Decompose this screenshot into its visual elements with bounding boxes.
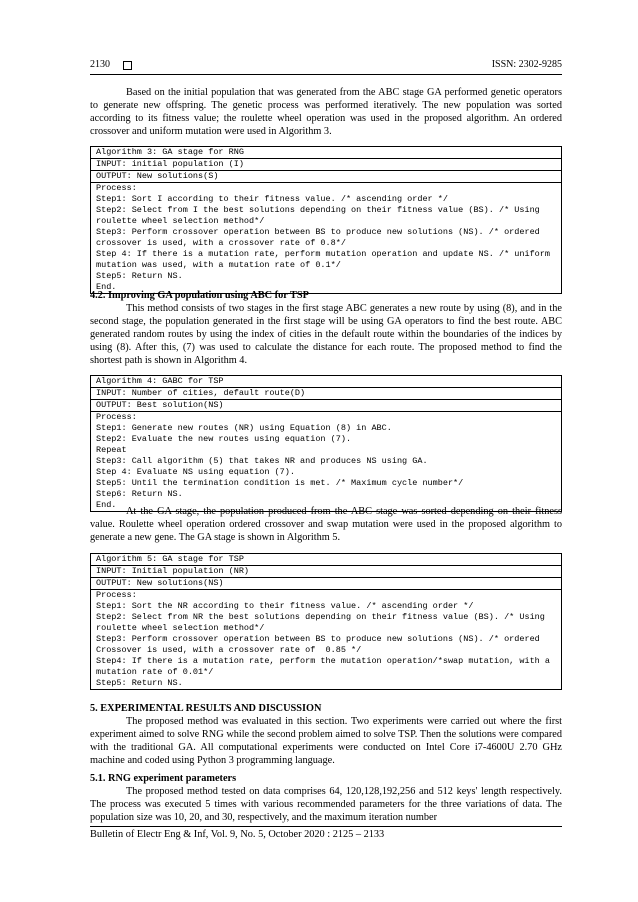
algorithm-line: Step2: Evaluate the new routes using equation (7). xyxy=(96,434,352,444)
paragraph-ga-operators: Based on the initial population that was generated from the ABC stage GA performed genetic operators to generate new offspring. The genetic process was performed iteratively. The new population was sorted according to its fitness value; the roulette wheel operation was used in the proposed algorithm. An ordered crossover and uniform mutation were used in Algorithm 3. xyxy=(90,87,562,137)
page-number: 2130 xyxy=(90,59,110,70)
issn-label: ISSN: 2302-9285 xyxy=(491,59,562,70)
paragraph-abc-method: This method consists of two stages in the first stage ABC generates a new route by using (8), and in the second stage, the population generated in the first stage will be using GA operators to find the best route. ABC generated random routes by using the index of cities in the default route within the boundaries of the indices by using (8). After this, (7) was used to calculate the distance for each route. The proposed method to find the shortest path is shown in Algorithm 4. xyxy=(90,303,562,366)
algorithm-line: Step2: Select from NR the best solutions depending on their fitness value (BS). /* Using roulette wheel selection method*/ xyxy=(96,612,550,633)
page-header xyxy=(90,59,562,71)
algorithm-input: INPUT: initial population (I) xyxy=(91,159,561,171)
algorithm-line: Step3: Call algorithm (5) that takes NR and produces NS using GA. xyxy=(96,456,428,466)
algorithm-5-box xyxy=(90,553,562,690)
algorithm-output: OUTPUT: New solutions(S) xyxy=(91,171,561,183)
algorithm-process xyxy=(91,183,561,293)
algorithm-line: Step1: Sort the NR according to their fitness value. /* ascending order */ xyxy=(96,601,474,611)
algorithm-line: Step5: Return NS. xyxy=(96,271,183,281)
algorithm-line: End. xyxy=(96,282,117,292)
header-rule xyxy=(90,74,562,75)
section-heading-5-1: 5.1. RNG experiment parameters xyxy=(90,773,237,784)
algorithm-title: Algorithm 5: GA stage for TSP xyxy=(91,554,561,566)
algorithm-4-box xyxy=(90,375,562,512)
algorithm-line: Step2: Select from I the best solutions depending on their fitness value (BS). /* Using roulette wheel selection method*/ xyxy=(96,205,545,226)
algorithm-line: Repeat xyxy=(96,445,127,455)
algorithm-title: Algorithm 3: GA stage for RNG xyxy=(91,147,561,159)
algorithm-line: Process: xyxy=(96,183,137,193)
paragraph-experiments: The proposed method was evaluated in this section. Two experiments were carried out where the first experiment aimed to solve RNG while the second problem aimed to solve TSP. Then the solutions were compared with the traditional GA. All computational experiments were conducted on Intel Core i7-4600U 2.70 GHz machine and coded using Python 3 programming language. xyxy=(90,716,562,766)
algorithm-line: Step3: Perform crossover operation between BS to produce new solutions (NS). /* ordered crossover is used, with a crossover rate of 0.8*/ xyxy=(96,227,545,248)
algorithm-line: Step6: Return NS. xyxy=(96,489,183,499)
algorithm-process xyxy=(91,590,561,689)
algorithm-line: Step 4: Evaluate NS using equation (7). xyxy=(96,467,295,477)
algorithm-output: OUTPUT: Best solution(NS) xyxy=(91,400,561,412)
page-footer: Bulletin of Electr Eng & Inf, Vol. 9, No. 5, October 2020 : 2125 – 2133 xyxy=(90,829,385,840)
algorithm-line: Step1: Sort I according to their fitness value. /* ascending order */ xyxy=(96,194,448,204)
algorithm-line: Process: xyxy=(96,590,137,600)
footer-rule xyxy=(90,826,562,827)
algorithm-line: Step3: Perform crossover operation between BS to produce new solutions (NS). /* ordered Crossover is used, with a crossover rate of 0.85 */ xyxy=(96,634,545,655)
paragraph-ga-stage: At the GA stage, the population produced from the ABC stage was sorted depending on their fitness value. Roulette wheel operation ordered crossover and swap mutation were used in the proposed algorithm to generate a new gene. The GA stage is shown in Algorithm 5. xyxy=(90,506,562,543)
paragraph-rng-parameters: The proposed method tested on data comprises 64, 120,128,192,256 and 512 keys' length respectively. The process was executed 5 times with various recommended parameters for the three variations of data. The population size was 10, 20, and 30, respectively, and the maximum iteration number xyxy=(90,786,562,823)
algorithm-process xyxy=(91,412,561,511)
algorithm-input: INPUT: Initial population (NR) xyxy=(91,566,561,578)
algorithm-title: Algorithm 4: GABC for TSP xyxy=(91,376,561,388)
section-heading-5: 5. EXPERIMENTAL RESULTS AND DISCUSSION xyxy=(90,703,322,714)
algorithm-line: End. xyxy=(96,500,117,510)
algorithm-3-box xyxy=(90,146,562,294)
algorithm-input: INPUT: Number of cities, default route(D) xyxy=(91,388,561,400)
algorithm-line: Step5: Until the termination condition is met. /* Maximum cycle number*/ xyxy=(96,478,464,488)
algorithm-line: Step1: Generate new routes (NR) using Equation (8) in ABC. xyxy=(96,423,392,433)
algorithm-line: Step4: If there is a mutation rate, perform the mutation operation/*swap mutation, with a mutation rate of 0.01*/ xyxy=(96,656,556,677)
algorithm-line: Step5: Return NS. xyxy=(96,678,183,688)
algorithm-line: Process: xyxy=(96,412,137,422)
algorithm-line: Step 4: If there is a mutation rate, perform mutation operation and update NS. /* uniform mutation was used, with a mutation rate of 0.1*/ xyxy=(96,249,556,270)
algorithm-output: OUTPUT: New solutions(NS) xyxy=(91,578,561,590)
section-heading-4-2: 4.2. Improving GA population using ABC for TSP xyxy=(90,290,309,301)
square-bullet-icon xyxy=(123,61,132,70)
